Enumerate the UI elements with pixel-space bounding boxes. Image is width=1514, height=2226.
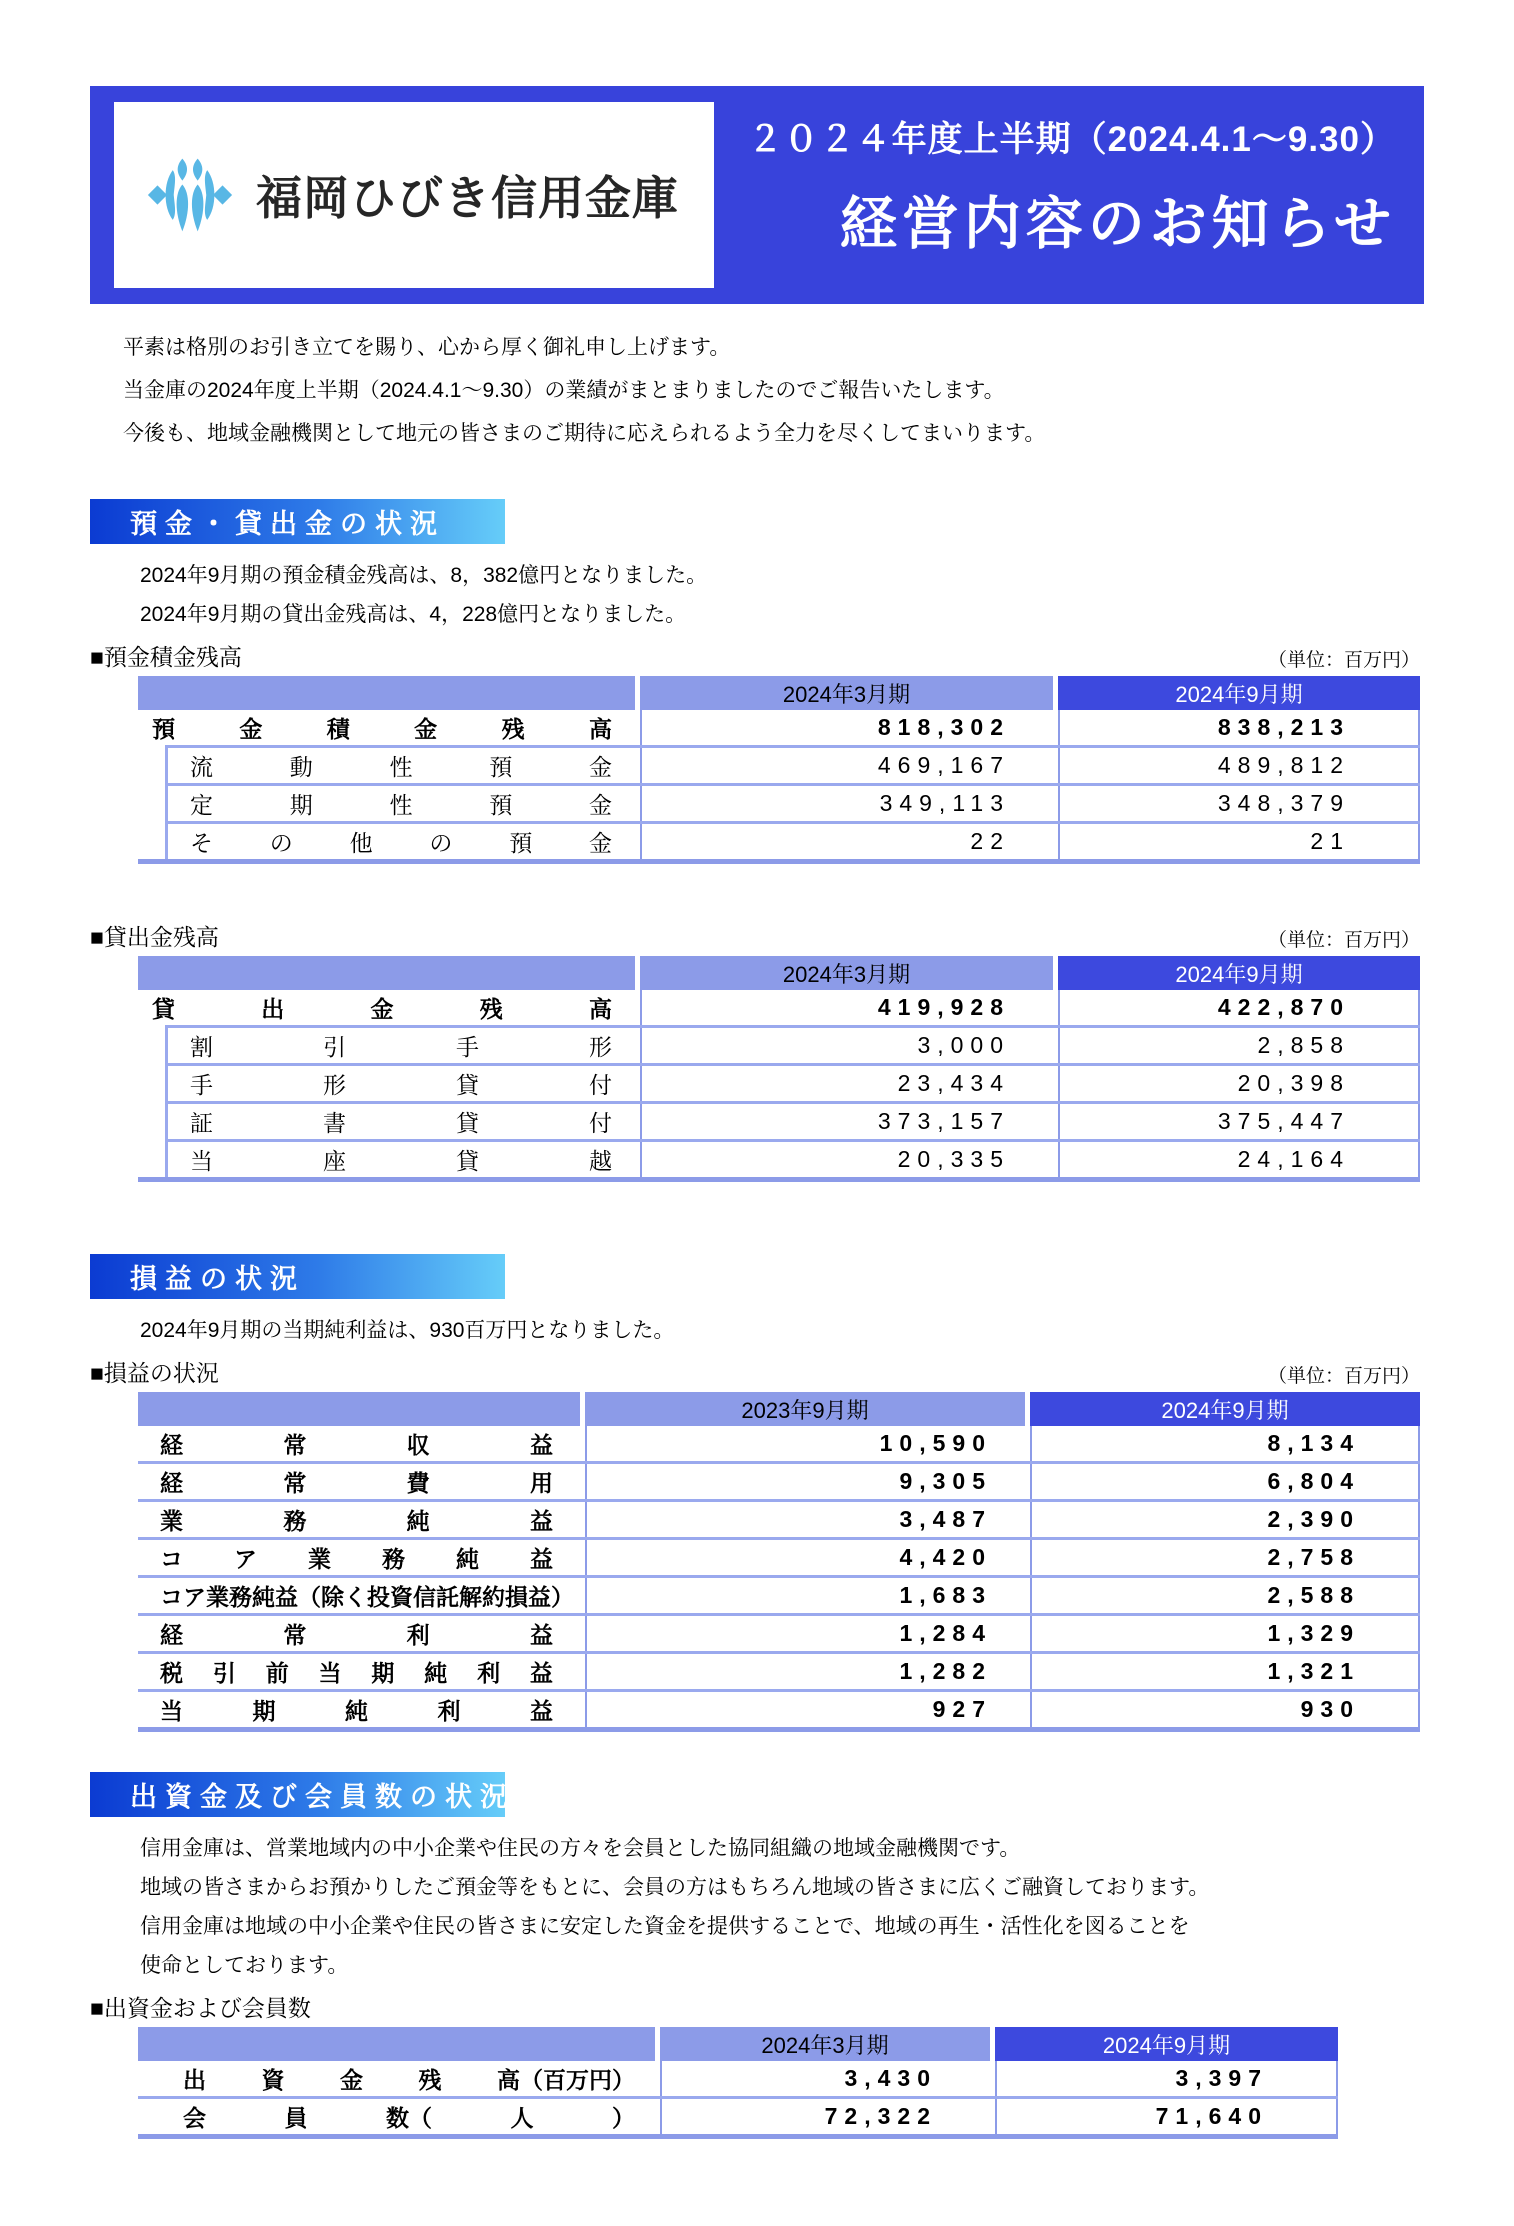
page — [0, 86, 1514, 2139]
row-label-segment: 座 — [323, 1148, 346, 1174]
paragraph-line: 今後も、地域金融機関として地元の皆さまのご期待に応えられるよう全力を尽くしてまいります。 — [123, 422, 1046, 445]
row-label-segment: 残 — [501, 716, 525, 742]
row-label-segment: 貸 — [456, 1148, 479, 1174]
row-label-segment: 常 — [283, 1432, 307, 1458]
row-label-segment: 貸 — [456, 1072, 479, 1098]
cell-value: 1,683 — [585, 1578, 1030, 1613]
row-label-segment: 金 — [589, 754, 612, 780]
column-header: 2024年9月期 — [1058, 676, 1420, 710]
row-label — [138, 1142, 640, 1177]
column-header-empty — [138, 956, 640, 990]
table-row — [138, 1142, 1420, 1177]
row-label — [138, 1616, 585, 1651]
table-heading-row-profit-loss — [90, 1356, 1420, 1388]
cell-value: 6,804 — [1030, 1464, 1420, 1499]
cell-value: 348,379 — [1058, 786, 1420, 821]
row-label-segment: 付 — [589, 1072, 612, 1098]
table-row — [138, 824, 1420, 859]
cell-value: 8,134 — [1030, 1426, 1420, 1461]
row-label-segment: 流 — [190, 754, 213, 780]
row-label-segment: 利 — [477, 1660, 501, 1686]
row-label — [138, 710, 640, 745]
row-label-segment: 費 — [406, 1470, 430, 1496]
table-row — [138, 1464, 1420, 1499]
row-label-segment: 動 — [289, 754, 313, 780]
row-label — [138, 1654, 585, 1689]
row-label-segment: の — [429, 830, 453, 856]
cell-value: 2,588 — [1030, 1578, 1420, 1613]
cell-value: 489,812 — [1058, 748, 1420, 783]
row-label — [138, 1578, 585, 1613]
cell-value: 2,858 — [1058, 1028, 1420, 1063]
paragraph-line: 信用金庫は地域の中小企業や住民の皆さまに安定した資金を提供することで、地域の再生・活性化を図ることを — [140, 1915, 1190, 1938]
row-label-segment: コア業務純益（除く投資信託解約損益） — [160, 1584, 574, 1610]
cell-value: 20,335 — [640, 1142, 1058, 1177]
row-label-segment: 常 — [283, 1470, 307, 1496]
cell-value: 3,397 — [995, 2061, 1338, 2096]
table-heading-loans: ■貸出金残高 — [90, 924, 219, 950]
table-heading-capital-members: ■出資金および会員数 — [90, 1995, 311, 2021]
table-row — [138, 1692, 1420, 1727]
cell-value: 1,329 — [1030, 1616, 1420, 1651]
unit-label: （単位：百万円） — [1267, 930, 1420, 951]
row-label-segment: 貸 — [456, 1110, 479, 1136]
row-label-segment: 経 — [160, 1432, 183, 1458]
table-bottom-border — [138, 1177, 1420, 1182]
cell-value: 9,305 — [585, 1464, 1030, 1499]
section-banner-deposits-loans: 預金・貸出金の状況 — [90, 499, 505, 544]
profit-loss-table — [138, 1392, 1420, 1732]
row-label-segment: 益 — [530, 1698, 553, 1724]
row-label-segment: 常 — [283, 1622, 307, 1648]
section-paragraphs-profit-loss — [90, 1311, 1424, 1350]
row-label-segment: ア — [234, 1546, 257, 1572]
section-banner-profit-loss: 損益の状況 — [90, 1254, 505, 1299]
row-label — [138, 1426, 585, 1461]
row-label-segment: 書 — [323, 1110, 346, 1136]
row-label-segment: 割 — [190, 1034, 213, 1060]
table-bottom-border — [138, 2134, 1338, 2139]
cell-value: 419,928 — [640, 990, 1058, 1025]
cell-value: 1,284 — [585, 1616, 1030, 1651]
loans-table — [138, 956, 1420, 1182]
row-label-segment: 他 — [349, 830, 373, 856]
row-label-segment: 期 — [252, 1698, 276, 1724]
row-label-segment: の — [269, 830, 293, 856]
row-label — [138, 786, 640, 821]
column-header-empty — [138, 676, 640, 710]
header-title-block — [748, 112, 1396, 260]
row-label-segment: 高 — [588, 716, 612, 742]
row-label-segment: 利 — [406, 1622, 430, 1648]
paragraph-line: 当金庫の2024年度上半期（2024.4.1～9.30）の業績がまとまりましたのでご報告いたします。 — [123, 379, 1005, 402]
row-label-segment: 預 — [489, 792, 513, 818]
row-label-segment: 手 — [190, 1072, 213, 1098]
column-header: 2024年9月期 — [1030, 1392, 1420, 1426]
row-label-segment: 当 — [160, 1698, 183, 1724]
table-row — [138, 1654, 1420, 1689]
cell-value: 3,000 — [640, 1028, 1058, 1063]
cell-value: 71,640 — [995, 2099, 1338, 2134]
table-row — [138, 1066, 1420, 1101]
intro-paragraphs — [90, 326, 1424, 455]
table-heading-profit-loss: ■損益の状況 — [90, 1360, 219, 1386]
header-period: ２０２４年度上半期（2024.4.1～9.30） — [747, 120, 1396, 159]
table-row — [138, 710, 1420, 745]
row-label-segment: 定 — [190, 792, 213, 818]
paragraph-line: 2024年9月期の預金積金残高は、8，382億円となりました。 — [140, 564, 708, 587]
cell-value: 930 — [1030, 1692, 1420, 1727]
column-header: 2023年9月期 — [585, 1392, 1030, 1426]
row-label-segment: 金 — [588, 830, 612, 856]
row-label-segment: 高（百万円） — [497, 2067, 635, 2093]
row-label-segment: 証 — [190, 1110, 213, 1136]
row-label — [138, 1104, 640, 1139]
row-label-segment: 会 — [183, 2105, 206, 2131]
table-row — [138, 786, 1420, 821]
row-label — [138, 748, 640, 783]
row-label-segment: 引 — [323, 1034, 346, 1060]
table-row — [138, 1028, 1420, 1063]
row-label-segment: 経 — [160, 1470, 183, 1496]
row-label-segment: 税 — [160, 1660, 183, 1686]
row-label-segment: 性 — [389, 792, 413, 818]
row-label — [138, 1692, 585, 1727]
row-label-segment: 残 — [479, 996, 503, 1022]
row-label-segment: 資 — [261, 2067, 285, 2093]
row-label-segment: 越 — [589, 1148, 612, 1174]
table-row — [138, 1502, 1420, 1537]
column-header-empty — [138, 1392, 585, 1426]
row-label-segment: 形 — [323, 1072, 346, 1098]
row-label-segment: 益 — [529, 1432, 553, 1458]
row-label-segment: 預 — [152, 716, 175, 742]
row-label-segment: 預 — [489, 754, 513, 780]
table-bottom-border — [138, 1727, 1420, 1732]
row-label-segment: 業 — [160, 1508, 183, 1534]
paragraph-line: 使命としております。 — [140, 1954, 349, 1977]
row-label-segment: 金 — [370, 996, 394, 1022]
row-label-segment: 金 — [414, 716, 438, 742]
cell-value: 349,113 — [640, 786, 1058, 821]
row-label-segment: そ — [190, 830, 213, 856]
row-label-segment: 純 — [406, 1508, 430, 1534]
table-header-row — [138, 956, 1420, 990]
cell-value: 818,302 — [640, 710, 1058, 745]
row-label-segment: 員 — [284, 2105, 308, 2131]
row-label-segment: 益 — [529, 1622, 553, 1648]
row-label — [138, 1540, 585, 1575]
row-label-segment: 預 — [509, 830, 533, 856]
row-label-segment: 益 — [529, 1660, 553, 1686]
paragraph-line: 地域の皆さまからお預かりしたご預金等をもとに、会員の方はもちろん地域の皆さまに広くご融資しております。 — [140, 1876, 1210, 1899]
bank-name: 福岡ひびき信用金庫 — [256, 172, 679, 224]
cell-value: 422,870 — [1058, 990, 1420, 1025]
row-label-segment: 当 — [190, 1148, 213, 1174]
row-label-segment: 数（ — [386, 2105, 432, 2131]
cell-value: 72,322 — [660, 2099, 995, 2134]
row-label-segment: 金 — [239, 716, 263, 742]
column-header-empty — [138, 2027, 660, 2061]
cell-value: 375,447 — [1058, 1104, 1420, 1139]
cell-value: 10,590 — [585, 1426, 1030, 1461]
table-heading-row-capital-members — [90, 1991, 1420, 2023]
cell-value: 21 — [1058, 824, 1420, 859]
column-header: 2024年3月期 — [640, 676, 1058, 710]
table-row — [138, 2099, 1338, 2134]
row-label — [138, 824, 640, 859]
table-row — [138, 2061, 1338, 2096]
row-label-segment: 務 — [382, 1546, 405, 1572]
table-heading-row-deposits — [90, 640, 1420, 672]
header-banner — [90, 86, 1424, 304]
column-header: 2024年9月期 — [995, 2027, 1338, 2061]
cell-value: 373,157 — [640, 1104, 1058, 1139]
table-row — [138, 1104, 1420, 1139]
paragraph-line: 2024年9月期の当期純利益は、930百万円となりました。 — [140, 1319, 675, 1342]
column-header: 2024年3月期 — [660, 2027, 995, 2061]
table-row — [138, 748, 1420, 783]
row-label-segment: 残 — [418, 2067, 442, 2093]
row-label — [138, 1028, 640, 1063]
row-label-segment: 高 — [589, 996, 612, 1022]
row-label-segment: 金 — [340, 2067, 363, 2093]
table-row — [138, 1616, 1420, 1651]
row-label-segment: 務 — [283, 1508, 307, 1534]
row-label-segment: 収 — [406, 1432, 430, 1458]
unit-label: （単位：百万円） — [1267, 1366, 1420, 1387]
row-label-segment: ） — [612, 2105, 635, 2131]
row-label-segment: 期 — [371, 1660, 395, 1686]
row-label — [138, 990, 640, 1025]
bank-logo-box — [114, 102, 714, 288]
capital-members-table — [138, 2027, 1338, 2139]
cell-value: 1,282 — [585, 1654, 1030, 1689]
cell-value: 3,487 — [585, 1502, 1030, 1537]
row-label-segment: 期 — [289, 792, 313, 818]
row-label-segment: 前 — [265, 1660, 289, 1686]
table-row — [138, 1578, 1420, 1613]
page-title: 経営内容のお知らせ — [839, 192, 1396, 256]
cell-value: 469,167 — [640, 748, 1058, 783]
row-label-segment: 金 — [589, 792, 612, 818]
row-label — [138, 1502, 585, 1537]
table-row — [138, 990, 1420, 1025]
cell-value: 24,164 — [1058, 1142, 1420, 1177]
row-label-segment: 形 — [589, 1034, 612, 1060]
row-label-segment: 付 — [589, 1110, 612, 1136]
row-label-segment: 出 — [183, 2067, 206, 2093]
row-label-segment: 性 — [389, 754, 413, 780]
row-label-segment: 業 — [308, 1546, 331, 1572]
row-label-segment: 純 — [345, 1698, 368, 1724]
unit-label: （単位：百万円） — [1267, 650, 1420, 671]
bank-logo-icon — [140, 151, 240, 239]
row-label-segment: 当 — [318, 1660, 342, 1686]
row-label-segment: 益 — [530, 1546, 553, 1572]
cell-value: 1,321 — [1030, 1654, 1420, 1689]
table-heading-deposits: ■預金積金残高 — [90, 644, 242, 670]
paragraph-line: 信用金庫は、営業地域内の中小企業や住民の方々を会員とした協同組織の地域金融機関です。 — [140, 1837, 1021, 1860]
cell-value: 23,434 — [640, 1066, 1058, 1101]
table-row — [138, 1426, 1420, 1461]
paragraph-line: 2024年9月期の貸出金残高は、4，228億円となりました。 — [140, 603, 687, 626]
cell-value: 838,213 — [1058, 710, 1420, 745]
section-banner-capital-members: 出資金及び会員数の状況 — [90, 1772, 505, 1817]
table-header-row — [138, 676, 1420, 710]
row-label-segment: 出 — [261, 996, 285, 1022]
cell-value: 4,420 — [585, 1540, 1030, 1575]
table-row — [138, 1540, 1420, 1575]
row-label-segment: 利 — [437, 1698, 461, 1724]
section-paragraphs-capital-members — [90, 1829, 1424, 1985]
row-label-segment: 積 — [326, 716, 350, 742]
table-header-row — [138, 1392, 1420, 1426]
row-label-segment: 人 — [510, 2105, 534, 2131]
row-label-segment: 引 — [212, 1660, 236, 1686]
cell-value: 2,390 — [1030, 1502, 1420, 1537]
table-bottom-border — [138, 859, 1420, 864]
row-label — [138, 2061, 660, 2096]
row-label-segment: 純 — [456, 1546, 479, 1572]
paragraph-line: 平素は格別のお引き立てを賜り、心から厚く御礼申し上げます。 — [123, 336, 731, 359]
column-header: 2024年9月期 — [1058, 956, 1420, 990]
table-header-row — [138, 2027, 1338, 2061]
row-label-segment: 純 — [424, 1660, 448, 1686]
row-label — [138, 2099, 660, 2134]
row-label-segment: 手 — [456, 1034, 479, 1060]
cell-value: 2,758 — [1030, 1540, 1420, 1575]
cell-value: 927 — [585, 1692, 1030, 1727]
row-label-segment: 経 — [160, 1622, 183, 1648]
row-label-segment: コ — [160, 1546, 183, 1572]
cell-value: 20,398 — [1058, 1066, 1420, 1101]
deposits-table — [138, 676, 1420, 864]
row-label-segment: 用 — [529, 1470, 553, 1496]
table-heading-row-loans — [90, 920, 1420, 952]
cell-value: 22 — [640, 824, 1058, 859]
row-label — [138, 1464, 585, 1499]
section-paragraphs-deposits-loans — [90, 556, 1424, 634]
row-label-segment: 益 — [529, 1508, 553, 1534]
row-label — [138, 1066, 640, 1101]
column-header: 2024年3月期 — [640, 956, 1058, 990]
row-label-segment: 貸 — [152, 996, 175, 1022]
cell-value: 3,430 — [660, 2061, 995, 2096]
